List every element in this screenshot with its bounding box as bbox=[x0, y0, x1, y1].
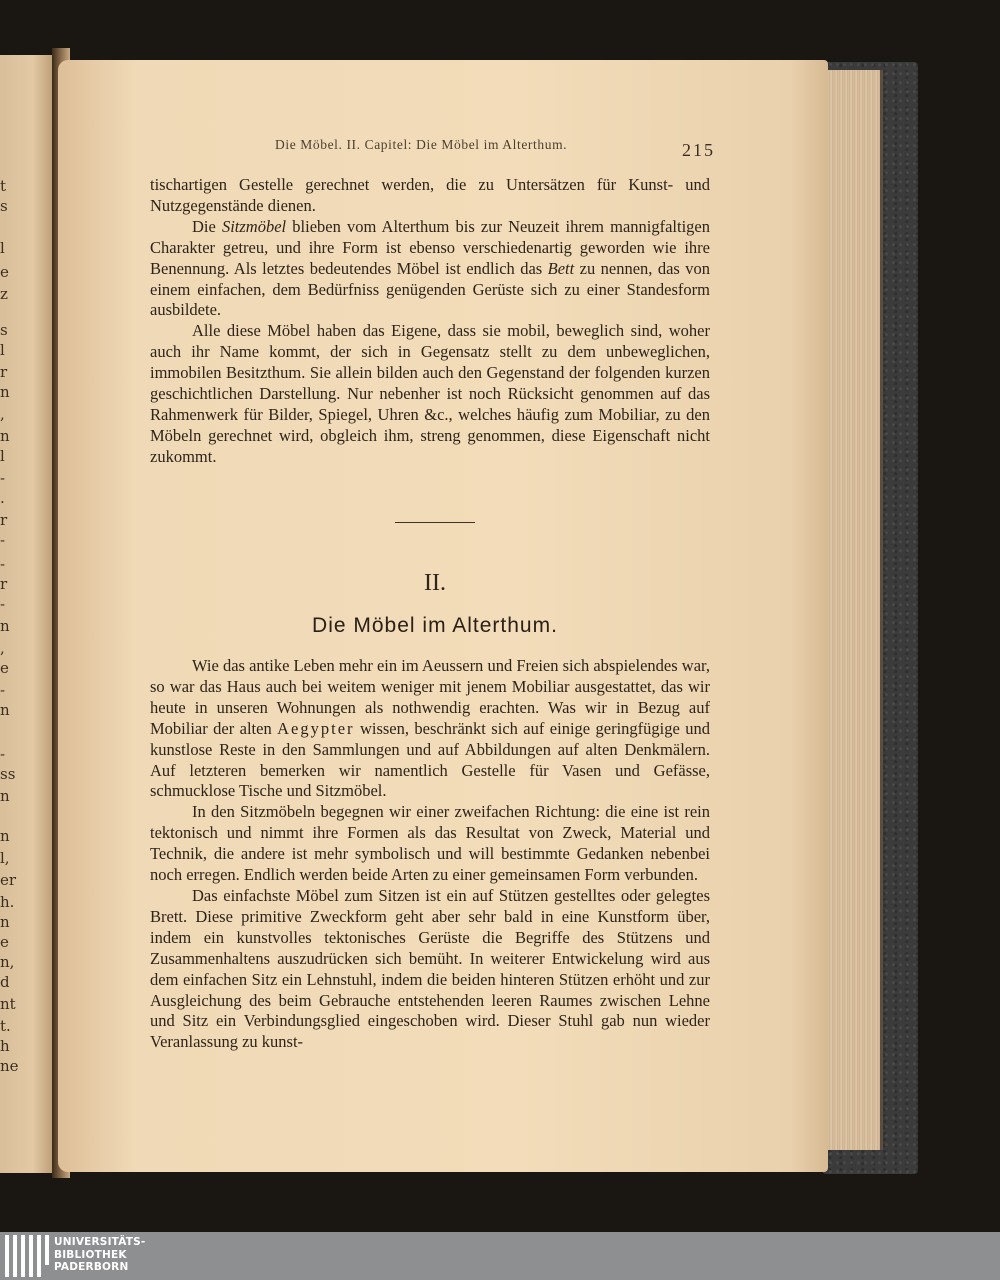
left-fragment: r bbox=[0, 363, 8, 381]
library-name-line: BIBLIOTHEK bbox=[54, 1248, 127, 1261]
left-page-edge bbox=[0, 55, 60, 1173]
left-fragment: r bbox=[0, 575, 8, 593]
emphasis-bett: Bett bbox=[547, 258, 575, 278]
left-fragment: n, bbox=[0, 953, 15, 971]
chapter-number: II. bbox=[424, 570, 446, 596]
library-name-line: UNIVERSITÄTS- bbox=[54, 1236, 146, 1248]
text-run: Wie das antike Leben mehr ein im Aeussern und Freien sich abspielendes war, so war das Haus auch bei weitem weniger mit jenem Mobiliar ausgestattet, das wir heute in unseren Wohnungen als nothwendig erachten. Was wir in Bezug auf Mobiliar der alten bbox=[150, 656, 710, 738]
left-fragment: s bbox=[0, 197, 8, 215]
left-fragment: n bbox=[0, 787, 10, 805]
text-run: Die bbox=[192, 216, 222, 236]
section-divider bbox=[395, 522, 475, 523]
left-fragment: - bbox=[0, 469, 6, 487]
left-fragment: l bbox=[0, 239, 5, 257]
left-fragment: n bbox=[0, 913, 10, 931]
paragraph: tischartigen Gestelle gerechnet werden, die zu Untersätzen für Kunst- und Nutzgegenstände dienen. bbox=[150, 175, 710, 215]
left-fragment: e bbox=[0, 263, 9, 281]
paragraph: In den Sitzmöbeln begegnen wir einer zweifachen Richtung: die eine ist rein tektonisch und nimmt ihre Formen als das Resultat von Zweck, Material und Technik, die andere ist mehr symbolisch und will bestimmte Gedanken nebenbei noch erregen. Endlich werden beide Arten zu einer gemeinsamen Form verbunden. bbox=[150, 802, 710, 885]
left-fragment: d bbox=[0, 973, 10, 991]
left-fragment: l bbox=[0, 447, 5, 465]
left-fragment: er bbox=[0, 871, 17, 889]
left-fragment: t bbox=[0, 177, 7, 195]
left-fragment: h. bbox=[0, 893, 15, 911]
spaced-aegypter: Aegypter bbox=[277, 718, 355, 738]
left-fragment: - bbox=[0, 681, 6, 699]
library-footer bbox=[0, 1232, 1000, 1280]
left-fragment: h bbox=[0, 1037, 10, 1055]
paragraph: Das einfachste Möbel zum Sitzen ist ein auf Stützen gestelltes oder gelegtes Brett. Diese primitive Zweckform geht aber sehr bald in eine Kunstform über, indem ein kunstvolles tektonisches Gerüste die Begriffe des Stützens und Zusammenhaltens auszudrücken sich bemüht. In weiterer Entwickelung wird aus dem einfachen Sitz ein Lehnstuhl, indem die beiden hinteren Stützen erhöht und zur Ausgleichung des beim Gebrauche entstehenden leeren Raumes zwischen Lehne und Sitz ein Verbindungsglied eingeschoben wird. Dieser Stuhl gab nun wieder Veranlassung zu kunst- bbox=[150, 885, 710, 1052]
section-1-text bbox=[150, 175, 710, 468]
section-2-text bbox=[150, 656, 710, 1053]
left-fragment: nt bbox=[0, 995, 16, 1013]
running-head: Die Möbel. II. Capitel: Die Möbel im Alterthum. bbox=[275, 137, 568, 152]
left-fragment: ss bbox=[0, 765, 16, 783]
left-fragment: l, bbox=[0, 849, 10, 867]
left-fragment: t. bbox=[0, 1017, 11, 1035]
left-fragment: n bbox=[0, 701, 10, 719]
left-fragment: z bbox=[0, 285, 8, 303]
left-fragment: n bbox=[0, 383, 10, 401]
library-barcode-logo-icon bbox=[5, 1235, 49, 1277]
paragraph bbox=[150, 656, 710, 802]
left-fragment: s bbox=[0, 321, 8, 339]
left-fragment: - bbox=[0, 595, 6, 613]
left-fragment: n bbox=[0, 617, 10, 635]
emphasis-sitzmoebel: Sitzmöbel bbox=[221, 216, 287, 236]
paragraph: Alle diese Möbel haben das Eigene, dass sie mobil, beweglich sind, woher auch ihr Name kommt, der sich in Gegensatz stellt zu dem unbeweglichen, immobilen Besitzthum. Sie allein bilden auch den Gegenstand der folgenden kurzen geschichtlichen Darstellung. Nur nebenher ist noch Rücksicht genommen auf das Rahmenwerk für Bilder, Spiegel, Uhren &c., welches häufig zum Mobiliar, zu den Möbeln gerechnet wird, obgleich ihm, streng genommen, diese Eigenschaft nicht zukommt. bbox=[150, 321, 710, 466]
text-run: blieben vom Alterthum bis zur Neuzeit ihrem mannigfaltigen Charakter getreu, und ihre Form ist ebenso verschiedenartig geworden wie ihre Benennung. Als letztes bedeutendes Möbel ist endlich das bbox=[150, 216, 711, 278]
left-fragment: ne bbox=[0, 1057, 19, 1075]
left-fragment: . bbox=[0, 489, 5, 507]
text-run: zu nennen, das von einem einfachen, dem Bedürfniss genügenden Gerüste sich zu einer Standesform ausbildete. bbox=[150, 258, 710, 320]
chapter-title: Die Möbel im Alterthum. bbox=[312, 614, 558, 637]
text-run: wissen, beschränkt sich auf einige geringfügige und kunstlose Reste in den Sammlungen und auf Abbildungen auf alten Denkmälern. Auf letzteren bemerken wir namentlich Gestelle für Vasen und Gefässe, schmucklose Tische und Sitzmöbel. bbox=[150, 718, 710, 801]
left-fragment: - bbox=[0, 745, 6, 763]
left-fragment: e bbox=[0, 933, 9, 951]
left-margin-fragments bbox=[0, 55, 19, 1173]
left-fragment: n bbox=[0, 827, 10, 845]
left-fragment: r bbox=[0, 511, 8, 529]
library-name bbox=[54, 1236, 145, 1274]
left-fragment: n bbox=[0, 427, 10, 445]
paragraph bbox=[150, 217, 710, 322]
left-fragment: - bbox=[0, 531, 6, 549]
page-number: 215 bbox=[682, 140, 715, 160]
left-fragment: , bbox=[0, 405, 5, 423]
left-fragment: l bbox=[0, 341, 5, 359]
left-fragment: , bbox=[0, 639, 5, 657]
left-fragment: e bbox=[0, 659, 9, 677]
left-fragment: - bbox=[0, 555, 6, 573]
library-name-line: PADERBORN bbox=[54, 1261, 129, 1273]
